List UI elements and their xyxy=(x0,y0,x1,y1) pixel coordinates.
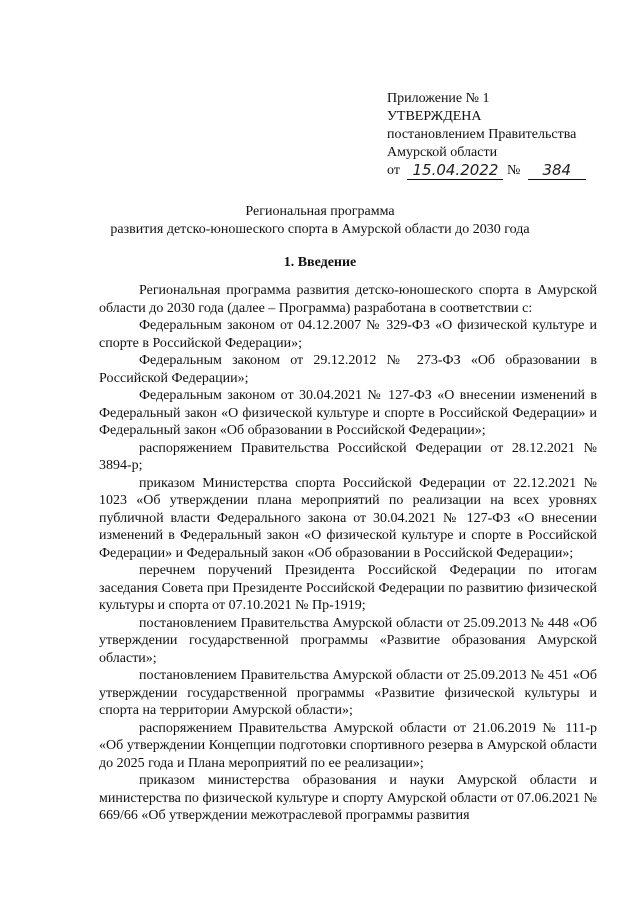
paragraph: Федеральным законом от 29.12.2012 № 273-ФЗ «Об образовании в Российской Федерации»; xyxy=(99,353,597,386)
region-label: Амурской области xyxy=(387,145,498,160)
paragraph: распоряжением Правительства Амурской области от 21.06.2019 № 111-р «Об утверждении Концепции подготовки спортивного резерва в Амурской области до 2025 года и Плана мероприятий по ее реализации»; xyxy=(99,720,597,771)
approved-label: УТВЕРЖДЕНА xyxy=(387,109,482,124)
number-prefix: № xyxy=(506,163,521,178)
approval-block xyxy=(387,90,627,182)
appendix-label: Приложение № 1 xyxy=(387,91,490,106)
paragraph: Региональная программа развития детско-юношеского спорта в Амурской области до 2030 года (далее – Программа) разработана в соответствии с: xyxy=(99,283,597,316)
handwritten-number: 384 xyxy=(528,163,586,180)
paragraph: постановлением Правительства Амурской области от 25.09.2013 № 451 «Об утверждении государственной программы «Развитие физической культуры и спорта на территории Амурской области»; xyxy=(99,668,597,718)
program-title-line-1: Региональная программа xyxy=(245,204,395,219)
resolution-label: постановлением Правительства xyxy=(387,127,577,142)
date-number-row xyxy=(387,162,627,182)
paragraph: Федеральным законом от 04.12.2007 № 329-ФЗ «О физической культуре и спорте в Российской Федерации»; xyxy=(99,318,597,351)
body-text xyxy=(99,282,597,825)
handwritten-date: 15.04.2022 xyxy=(407,163,503,180)
program-title-line-2: развития детско-юношеского спорта в Амурской области до 2030 года xyxy=(110,222,530,237)
paragraph: приказом министерства образования и науки Амурской области и министерства по физической культуре и спорту Амурской области от 07.06.2021 № 669/66 «Об утверждении межотраслевой программы развития xyxy=(99,773,597,823)
paragraph: перечнем поручений Президента Российской Федерации по итогам заседания Совета при Президенте Российской Федерации по развитию физической культуры и спорта от 07.10.2021 № Пр-1919; xyxy=(99,563,597,613)
paragraph: Федеральным законом от 30.04.2021 № 127-ФЗ «О внесении изменений в Федеральный закон «О физической культуре и спорте в Российской Федерации» и Федеральный закон «Об образовании в Российской Федерации»; xyxy=(99,388,597,438)
date-prefix: от xyxy=(387,163,400,178)
paragraph: постановлением Правительства Амурской области от 25.09.2013 № 448 «Об утверждении государственной программы «Развитие образования Амурской области»; xyxy=(99,615,597,666)
paragraph: приказом Министерства спорта Российской Федерации от 22.12.2021 № 1023 «Об утверждении плана мероприятий по реализации на всех уровнях публичной власти Федерального закона от 30.04.2021 № 127-ФЗ «О внесении изменений в Федеральный закон «О физической культуре и спорте в Российской Федерации» и Федеральный закон «Об образовании в Российской Федерации»; xyxy=(99,475,597,561)
paragraph: распоряжением Правительства Российской Федерации от 28.12.2021 № 3894-р; xyxy=(99,440,597,473)
section-title: 1. Введение xyxy=(283,255,357,270)
